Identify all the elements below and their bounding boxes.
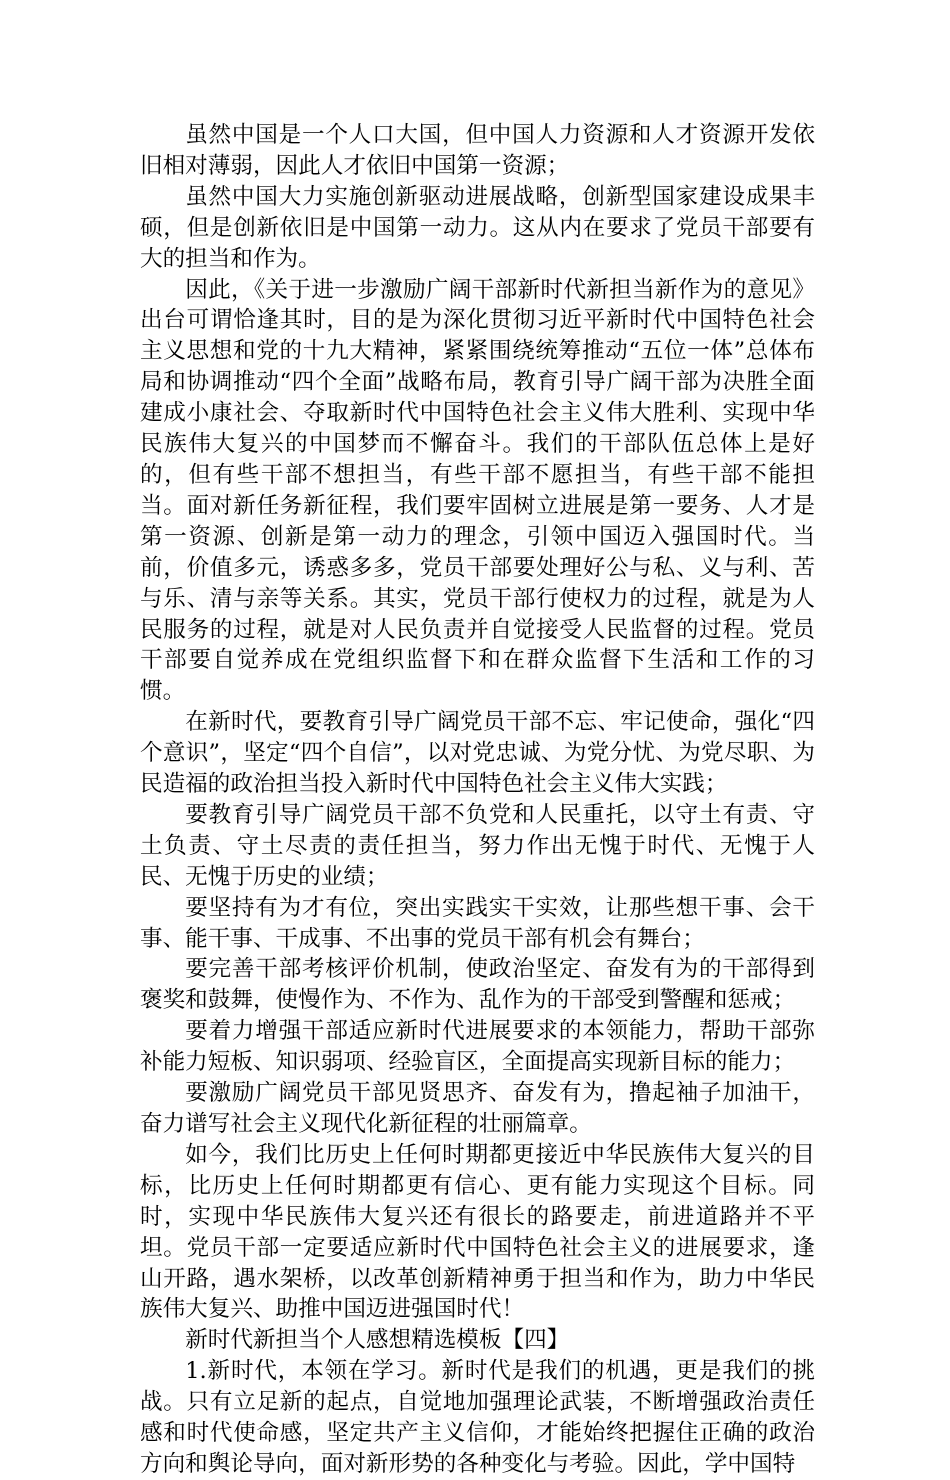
section-heading: 新时代新担当个人感想精选模板【四】 (185, 1327, 570, 1354)
paragraph: 要着力增强干部适应新时代进展要求的本领能力，帮助干部弥补能力短板、知识弱项、经验盲区，全面提高实现新目标的能力； (140, 1018, 815, 1076)
paragraph: 要完善干部考核评价机制，使政治坚定、奋发有为的干部得到褒奖和鼓舞，使慢作为、不作为、乱作为的干部受到警醒和惩戒； (140, 956, 815, 1014)
paragraph: 要坚持有为才有位，突出实践实干实效，让那些想干事、会干事、能干事、干成事、不出事的党员干部有机会有舞台； (140, 894, 815, 952)
paragraph: 在新时代，要教育引导广阔党员干部不忘、牢记使命，强化“四个意识”，坚定“四个自信”，以对党忠诚、为党分忧、为党尽职、为民造福的政治担当投入新时代中国特色社会主义伟大实践； (140, 709, 815, 798)
paragraph: 要激励广阔党员干部见贤思齐、奋发有为，撸起袖子加油干，奋力谱写社会主义现代化新征程的壮丽篇章。 (140, 1080, 815, 1137)
paragraph: 因此，《关于进一步激励广阔干部新时代新担当新作为的意见》出台可谓恰逢其时，目的是为深化贯彻习近平新时代中国特色社会主义思想和党的十九大精神，紧紧围绕统筹推动“五位一体”总体布局和协调推动“四个全面”战略布局，教育引导广阔干部为决胜全面建成小康社会、夺取新时代中国特色社会主义伟大胜利、实现中华民族伟大复兴的中国梦而不懈奋斗。我们的干部队伍总体上是好的，但有些干部不想担当，有些干部不愿担当，有些干部不能担当。面对新任务新征程，我们要牢固树立进展是第一要务、人才是第一资源、创新是第一动力的理念，引领中国迈入强国时代。当前，价值多元，诱惑多多，党员干部要处理好公与私、义与利、苦与乐、清与亲等关系。其实，党员干部行使权力的过程，就是为人民服务的过程，就是对人民负责并自觉接受人民监督的过程。党员干部要自觉养成在党组织监督下和在群众监督下生活和工作的习惯。 (140, 276, 815, 705)
paragraph: 1.新时代，本领在学习。新时代是我们的机遇，更是我们的挑战。只有立足新的起点，自觉地加强理论武装，不断增强政治责任感和时代使命感，坚定共产主义信仰，才能始终把握住正确的政治方向和舆论导向，面对新形势的各种变化与考验。因此，学中国特 (140, 1358, 815, 1477)
paragraph: 要教育引导广阔党员干部不负党和人民重托，以守土有责、守土负责、守土尽责的责任担当，努力作出无愧于时代、无愧于人民、无愧于历史的业绩； (140, 801, 815, 890)
paragraph: 虽然中国大力实施创新驱动进展战略，创新型国家建设成果丰硕，但是创新依旧是中国第一动力。这从内在要求了党员干部要有大的担当和作为。 (140, 183, 815, 272)
paragraph: 如今，我们比历史上任何时期都更接近中华民族伟大复兴的目标，比历史上任何时期都更有信心、更有能力实现这个目标。同时，实现中华民族伟大复兴还有很长的路要走，前进道路并不平坦。党员干部一定要适应新时代中国特色社会主义的进展要求，逢山开路，遇水架桥，以改革创新精神勇于担当和作为，助力中华民族伟大复兴、助推中国迈进强国时代！ (140, 1141, 815, 1323)
paragraph: 虽然中国是一个人口大国，但中国人力资源和人才资源开发依旧相对薄弱，因此人才依旧中国第一资源； (140, 122, 815, 179)
document-body (140, 120, 815, 1480)
